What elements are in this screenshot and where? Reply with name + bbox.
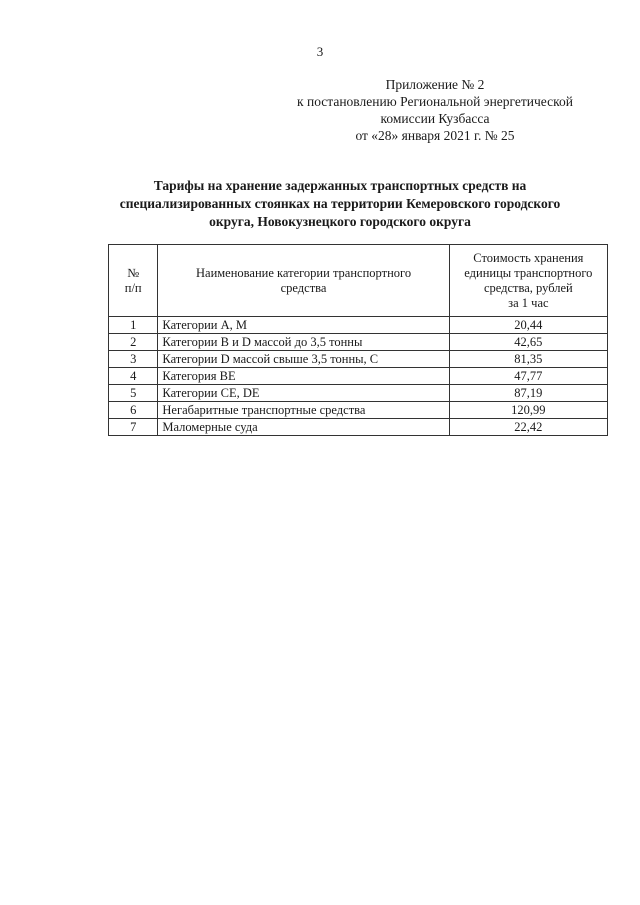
title-line-1: Тарифы на хранение задержанных транспортных средств на <box>153 178 527 193</box>
row-price: 47,77 <box>449 368 607 385</box>
row-category: Негабаритные транспортные средства <box>158 402 449 419</box>
header-number-line2: п/п <box>124 280 142 295</box>
header-price-line2: единицы транспортного <box>464 265 593 280</box>
tariff-table <box>108 244 608 436</box>
table-row <box>109 351 608 368</box>
header-category-line1: Наименование категории транспортного <box>196 265 412 280</box>
row-category: Категории СЕ, DE <box>158 385 449 402</box>
appendix-date: от «28» января 2021 г. № 25 <box>355 128 515 143</box>
row-category: Категории А, М <box>158 317 449 334</box>
page-number: 3 <box>316 44 324 59</box>
header-price-line4: за 1 час <box>508 295 549 310</box>
row-price: 81,35 <box>449 351 607 368</box>
row-price: 120,99 <box>449 402 607 419</box>
appendix-resolution: к постановлению Региональной энергетической <box>297 94 573 109</box>
table-row <box>109 385 608 402</box>
title-line-2: специализированных стоянках на территории Кемеровского городского <box>119 196 561 211</box>
table-row <box>109 317 608 334</box>
table-row <box>109 368 608 385</box>
row-category: Категории В и D массой до 3,5 тонны <box>158 334 449 351</box>
row-price: 42,65 <box>449 334 607 351</box>
row-category: Категория ВЕ <box>158 368 449 385</box>
row-number: 5 <box>109 385 158 402</box>
table-row <box>109 419 608 436</box>
row-price: 87,19 <box>449 385 607 402</box>
table-header-row <box>109 245 608 317</box>
row-number: 4 <box>109 368 158 385</box>
header-category-line2: средства <box>280 280 327 295</box>
title-line-3: округа, Новокузнецкого городского округа <box>209 214 471 229</box>
row-price: 20,44 <box>449 317 607 334</box>
header-number-line1: № <box>127 265 140 280</box>
row-category: Категории D массой свыше 3,5 тонны, С <box>158 351 449 368</box>
row-price: 22,42 <box>449 419 607 436</box>
header-price <box>449 245 607 317</box>
row-number: 7 <box>109 419 158 436</box>
table-row <box>109 334 608 351</box>
header-price-line3: средства, рублей <box>483 280 573 295</box>
header-category <box>158 245 449 317</box>
appendix-number: Приложение № 2 <box>385 77 485 92</box>
row-number: 2 <box>109 334 158 351</box>
row-number: 3 <box>109 351 158 368</box>
appendix-commission: комиссии Кузбасса <box>380 111 490 126</box>
document-title <box>90 177 590 231</box>
appendix-header <box>270 76 600 144</box>
header-number <box>109 245 158 317</box>
row-number: 1 <box>109 317 158 334</box>
row-number: 6 <box>109 402 158 419</box>
table-row <box>109 402 608 419</box>
header-price-line1: Стоимость хранения <box>473 250 584 265</box>
row-category: Маломерные суда <box>158 419 449 436</box>
